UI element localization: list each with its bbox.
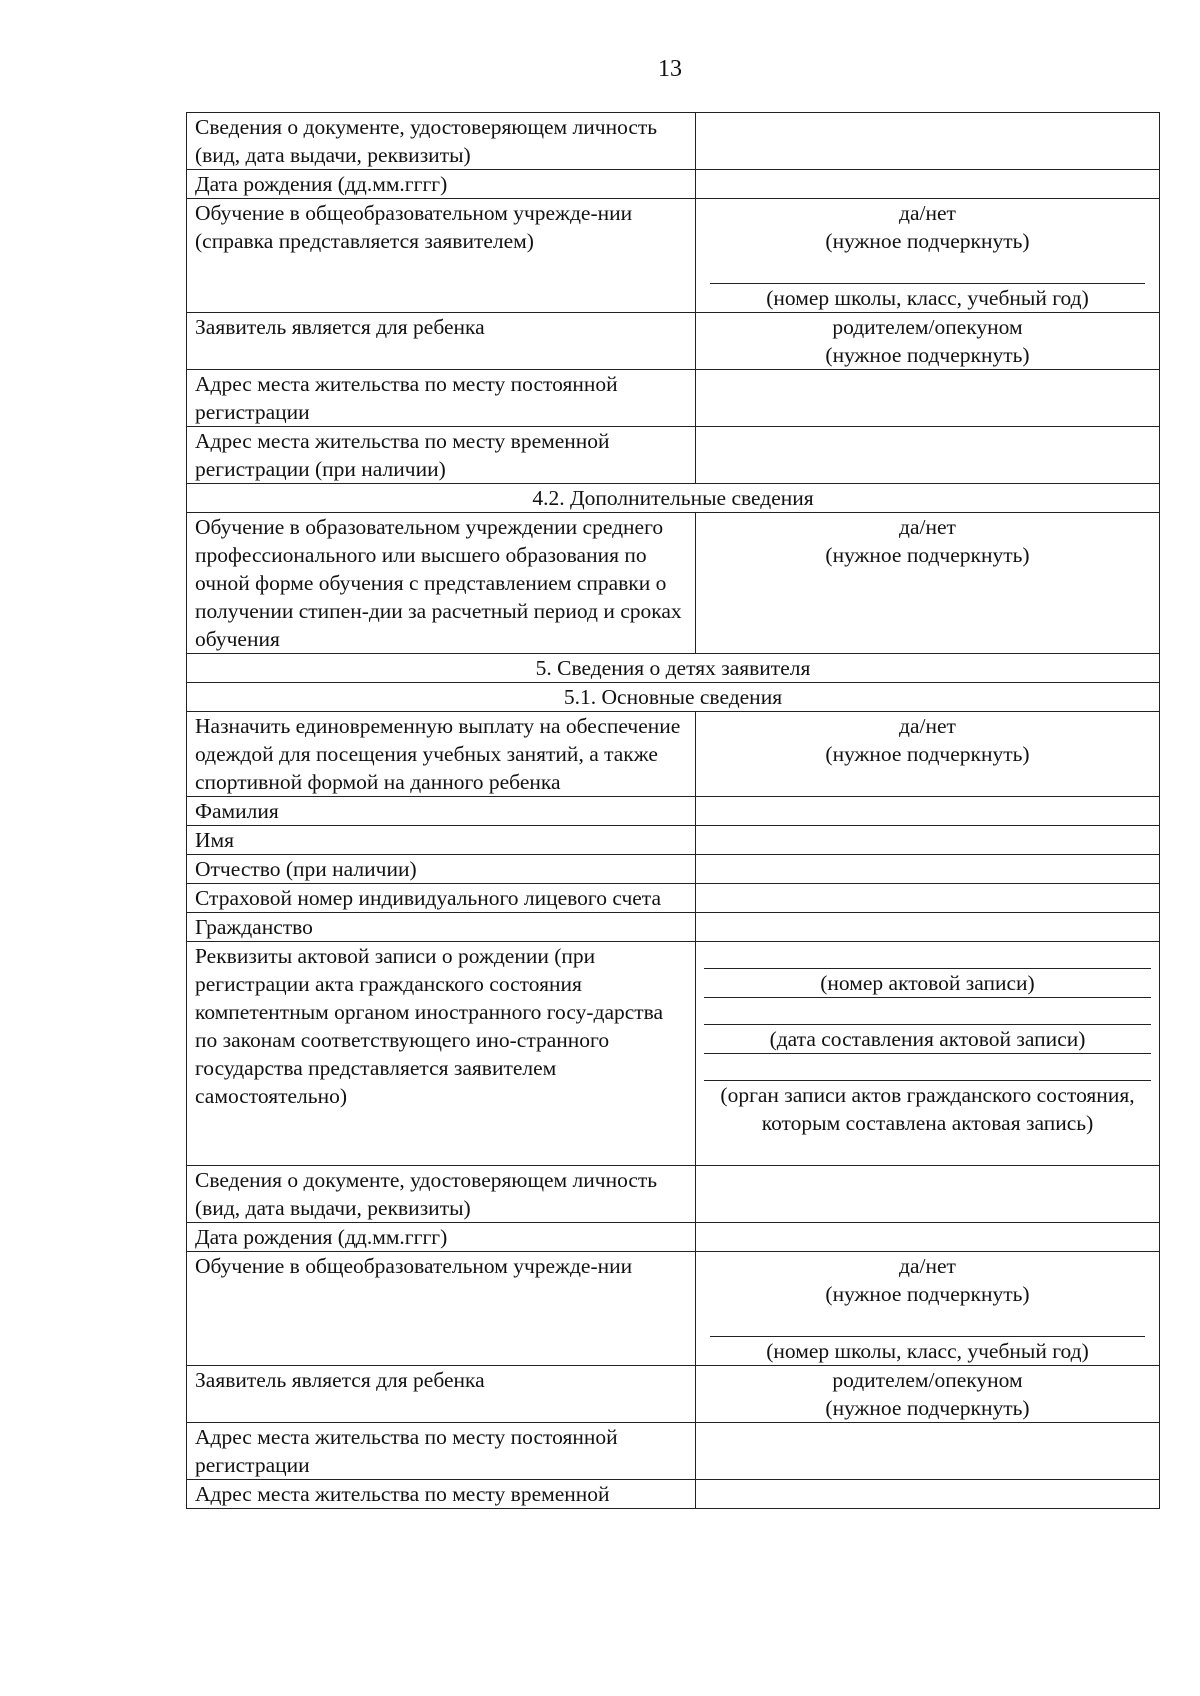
school2-value-cell[interactable] [696, 1252, 1160, 1366]
applicant-label: Заявитель является для ребенка [187, 313, 696, 370]
applicant-value-cell[interactable] [696, 313, 1160, 370]
table-row [187, 942, 1160, 1166]
record-office-field[interactable] [704, 1054, 1151, 1081]
school-value-cell[interactable] [696, 199, 1160, 313]
record-office-caption: (орган записи актов гражданского состояния, которым составлена актовая запись) [720, 1083, 1135, 1135]
record-number-field[interactable] [704, 942, 1151, 969]
table-row [187, 1480, 1160, 1509]
edu-label: Обучение в образовательном учреждении среднего профессионального или высшего образования по очной форме обучения с представлением справки о получении стипен-дии за расчетный период и сроках обучения [187, 513, 696, 654]
addr-perm-label: Адрес места жительства по месту постоянной регистрации [187, 370, 696, 427]
table-row [187, 1166, 1160, 1223]
table-row [187, 313, 1160, 370]
table-row [187, 199, 1160, 313]
school2-value: да/нет [899, 1254, 956, 1278]
addr-temp2-label: Адрес места жительства по месту временной [187, 1480, 696, 1509]
doc-value-field[interactable] [696, 113, 1160, 170]
table-row [187, 1223, 1160, 1252]
addr-temp-label: Адрес места жительства по месту временной регистрации (при наличии) [187, 427, 696, 484]
school2-caption: (номер школы, класс, учебный год) [766, 1339, 1089, 1363]
section-5-1-title: 5.1. Основные сведения [187, 683, 1160, 712]
citizenship-label: Гражданство [187, 913, 696, 942]
applicant-hint: (нужное подчеркнуть) [825, 343, 1030, 367]
birth-record-label: Реквизиты актовой записи о рождении (при регистрации акта гражданского состояния компетентным органом иностранного госу-дарства по законам соответствующего ино-странного государства представляется заявителем самостоятельно) [187, 942, 696, 1166]
edu-value-cell[interactable] [696, 513, 1160, 654]
section-header-row [187, 683, 1160, 712]
table-row [187, 884, 1160, 913]
table-row [187, 427, 1160, 484]
school-hint: (нужное подчеркнуть) [825, 229, 1030, 253]
table-row [187, 913, 1160, 942]
section-header-row [187, 484, 1160, 513]
patronymic-field[interactable] [696, 855, 1160, 884]
snils-field[interactable] [696, 884, 1160, 913]
addr-temp2-field[interactable] [696, 1480, 1160, 1509]
addr-perm2-field[interactable] [696, 1423, 1160, 1480]
applicant2-hint: (нужное подчеркнуть) [825, 1396, 1030, 1420]
application-form-table [186, 112, 1160, 1509]
table-row [187, 113, 1160, 170]
doc-label: Сведения о документе, удостоверяющем личность (вид, дата выдачи, реквизиты) [187, 113, 696, 170]
table-row [187, 797, 1160, 826]
table-row [187, 513, 1160, 654]
page-number: 13 [658, 56, 682, 82]
name-field[interactable] [696, 826, 1160, 855]
payment-value: да/нет [899, 714, 956, 738]
surname-label: Фамилия [187, 797, 696, 826]
record-number-caption: (номер актовой записи) [704, 969, 1151, 998]
edu-value: да/нет [899, 515, 956, 539]
name-label: Имя [187, 826, 696, 855]
addr-temp-field[interactable] [696, 427, 1160, 484]
record-date-field[interactable] [704, 998, 1151, 1025]
section-4-2-title: 4.2. Дополнительные сведения [187, 484, 1160, 513]
school2-label: Обучение в общеобразовательном учрежде-нии [187, 1252, 696, 1366]
dob-value-field[interactable] [696, 170, 1160, 199]
dob2-label: Дата рождения (дд.мм.гггг) [187, 1223, 696, 1252]
applicant2-value: родителем/опекуном [832, 1368, 1023, 1392]
school-value: да/нет [899, 201, 956, 225]
section-5-title: 5. Сведения о детях заявителя [187, 654, 1160, 683]
school-caption: (номер школы, класс, учебный год) [766, 286, 1089, 310]
doc2-label: Сведения о документе, удостоверяющем личность (вид, дата выдачи, реквизиты) [187, 1166, 696, 1223]
section-header-row [187, 654, 1160, 683]
patronymic-label: Отчество (при наличии) [187, 855, 696, 884]
payment-hint: (нужное подчеркнуть) [825, 742, 1030, 766]
payment-label: Назначить единовременную выплату на обеспечение одеждой для посещения учебных занятий, а также спортивной формой на данного ребенка [187, 712, 696, 797]
school-label: Обучение в общеобразовательном учрежде-нии (справка представляется заявителем) [187, 199, 696, 313]
applicant2-value-cell[interactable] [696, 1366, 1160, 1423]
citizenship-field[interactable] [696, 913, 1160, 942]
table-row [187, 855, 1160, 884]
surname-field[interactable] [696, 797, 1160, 826]
school2-hint: (нужное подчеркнуть) [825, 1282, 1030, 1306]
table-row [187, 712, 1160, 797]
table-row [187, 1252, 1160, 1366]
payment-value-cell[interactable] [696, 712, 1160, 797]
table-row [187, 826, 1160, 855]
doc2-value-field[interactable] [696, 1166, 1160, 1223]
dob2-value-field[interactable] [696, 1223, 1160, 1252]
applicant2-label: Заявитель является для ребенка [187, 1366, 696, 1423]
table-row [187, 170, 1160, 199]
edu-hint: (нужное подчеркнуть) [825, 543, 1030, 567]
addr-perm-field[interactable] [696, 370, 1160, 427]
table-row [187, 370, 1160, 427]
birth-record-value-cell [696, 942, 1160, 1166]
snils-label: Страховой номер индивидуального лицевого счета [187, 884, 696, 913]
table-row [187, 1366, 1160, 1423]
table-row [187, 1423, 1160, 1480]
dob-label: Дата рождения (дд.мм.гггг) [187, 170, 696, 199]
addr-perm2-label: Адрес места жительства по месту постоянной регистрации [187, 1423, 696, 1480]
record-date-caption: (дата составления актовой записи) [704, 1025, 1151, 1054]
applicant-value: родителем/опекуном [832, 315, 1023, 339]
